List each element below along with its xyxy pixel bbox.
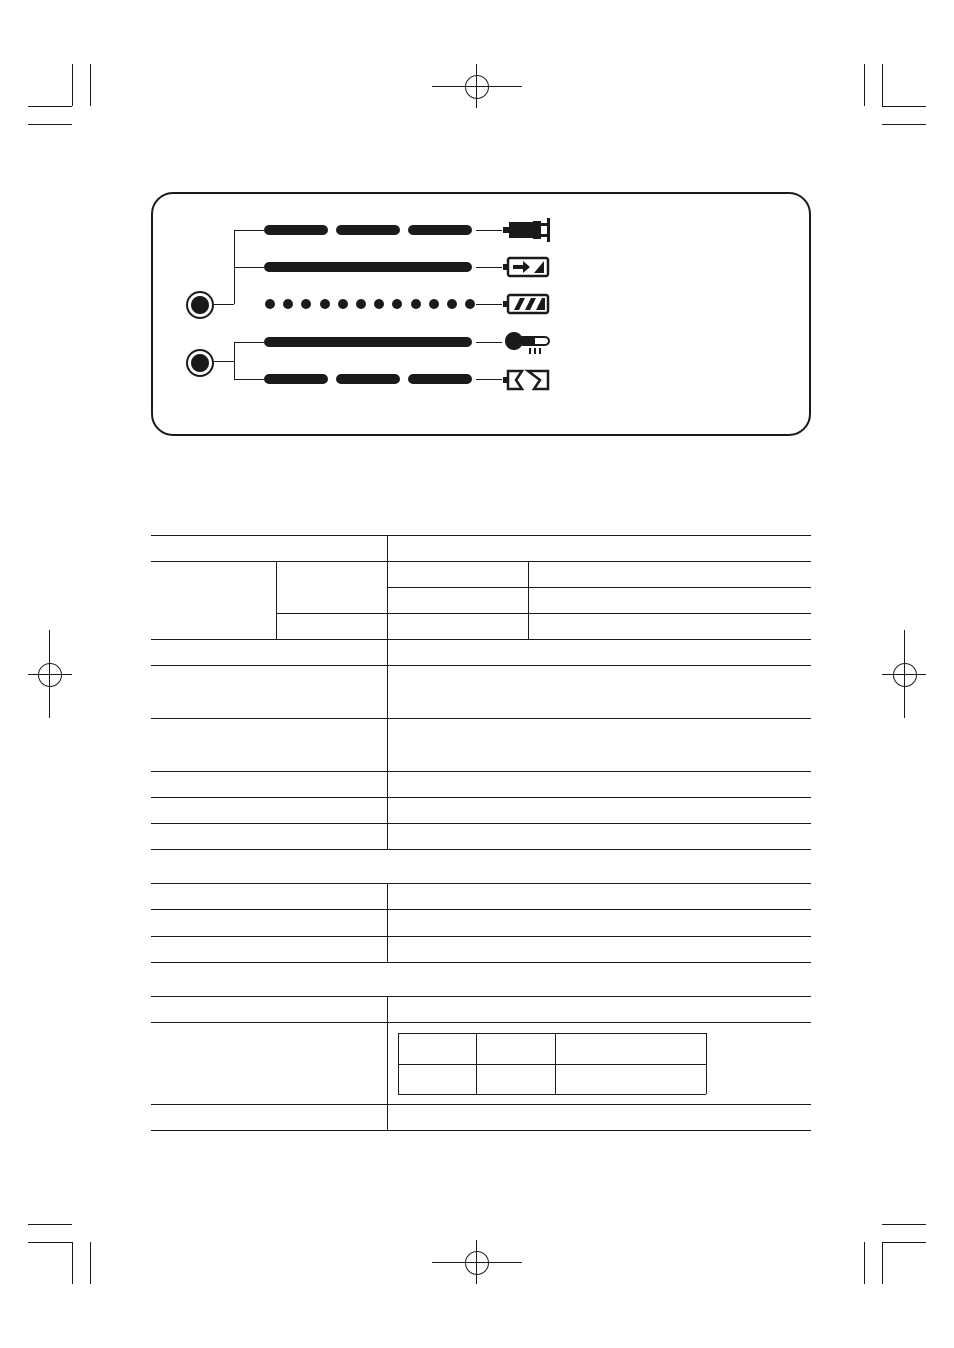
crop-mark bbox=[90, 1242, 91, 1284]
registration-mark bbox=[893, 663, 917, 687]
icon-connector bbox=[476, 267, 502, 268]
indicator-dot bbox=[411, 299, 421, 309]
table-rule bbox=[151, 849, 811, 850]
table-rule bbox=[528, 561, 529, 639]
table-rule bbox=[387, 535, 388, 849]
indicator-dot bbox=[356, 299, 366, 309]
crop-mark bbox=[28, 1242, 72, 1243]
crop-mark bbox=[882, 124, 926, 125]
crop-mark bbox=[882, 64, 883, 106]
table-rule bbox=[387, 883, 388, 962]
table-rule bbox=[151, 561, 811, 562]
indicator-bar-plug bbox=[264, 225, 328, 235]
sub-table-rule bbox=[398, 1033, 399, 1094]
table-rule bbox=[151, 797, 811, 798]
icon-connector bbox=[476, 304, 502, 305]
table-rule bbox=[151, 639, 811, 640]
table-rule bbox=[276, 613, 811, 614]
table-rule bbox=[387, 587, 811, 588]
indicator-dot bbox=[447, 299, 457, 309]
registration-mark bbox=[38, 663, 62, 687]
table-rule bbox=[151, 535, 811, 536]
crop-mark bbox=[882, 1224, 926, 1225]
table-rule bbox=[151, 962, 811, 963]
indicator-dot bbox=[320, 299, 330, 309]
crop-mark bbox=[882, 1242, 926, 1243]
sub-table-rule bbox=[706, 1033, 707, 1094]
table-rule bbox=[151, 665, 811, 666]
bracket-line bbox=[234, 342, 235, 379]
table-rule bbox=[276, 561, 277, 639]
crop-mark bbox=[882, 1242, 883, 1284]
table-rule bbox=[151, 1104, 811, 1105]
table-rule bbox=[151, 883, 811, 884]
charge-icon bbox=[503, 256, 551, 278]
table-rule bbox=[151, 718, 811, 719]
crop-mark bbox=[28, 124, 72, 125]
crop-mark bbox=[882, 106, 926, 107]
bracket-line bbox=[214, 304, 234, 305]
table-rule bbox=[151, 771, 811, 772]
crop-mark bbox=[864, 64, 865, 106]
indicator-dot bbox=[265, 299, 275, 309]
status-led-upper bbox=[186, 291, 214, 319]
indicator-bar-temperature bbox=[264, 337, 472, 347]
table-rule bbox=[151, 1022, 811, 1023]
icon-connector bbox=[476, 230, 502, 231]
temperature-icon bbox=[503, 330, 551, 356]
crop-mark bbox=[28, 106, 72, 107]
table-rule bbox=[151, 823, 811, 824]
crop-mark bbox=[72, 1242, 73, 1284]
bracket-line bbox=[234, 267, 264, 268]
table-rule bbox=[151, 996, 811, 997]
sub-table-rule bbox=[555, 1033, 556, 1094]
bracket-line bbox=[234, 230, 264, 231]
crop-mark bbox=[72, 64, 73, 106]
indicator-bar-fault bbox=[408, 374, 472, 384]
sub-table-rule bbox=[398, 1064, 706, 1065]
indicator-bar-fault bbox=[264, 374, 328, 384]
icon-connector bbox=[476, 379, 502, 380]
registration-mark bbox=[465, 1251, 489, 1275]
bracket-line bbox=[234, 379, 264, 380]
indicator-panel bbox=[151, 192, 811, 436]
battery-fault-icon bbox=[503, 368, 551, 392]
bracket-line bbox=[234, 342, 264, 343]
bracket-line bbox=[214, 361, 234, 362]
crop-mark bbox=[90, 64, 91, 106]
crop-mark bbox=[28, 1224, 72, 1225]
indicator-dot bbox=[338, 299, 348, 309]
sub-table-rule bbox=[398, 1094, 706, 1095]
indicator-bar-fault bbox=[336, 374, 400, 384]
indicator-bar-charge bbox=[264, 262, 472, 272]
indicator-dot bbox=[429, 299, 439, 309]
icon-connector bbox=[476, 342, 502, 343]
indicator-bar-plug bbox=[336, 225, 400, 235]
battery-level-icon bbox=[503, 293, 551, 315]
sub-table-rule bbox=[398, 1033, 706, 1034]
registration-mark bbox=[465, 75, 489, 99]
indicator-bar-plug bbox=[408, 225, 472, 235]
sub-table-rule bbox=[476, 1033, 477, 1094]
table-rule bbox=[151, 1130, 811, 1131]
table-rule bbox=[387, 996, 388, 1130]
status-led-lower bbox=[186, 349, 214, 377]
crop-mark bbox=[864, 1242, 865, 1284]
table-rule bbox=[151, 936, 811, 937]
plug-icon bbox=[503, 216, 551, 244]
table-rule bbox=[151, 909, 811, 910]
